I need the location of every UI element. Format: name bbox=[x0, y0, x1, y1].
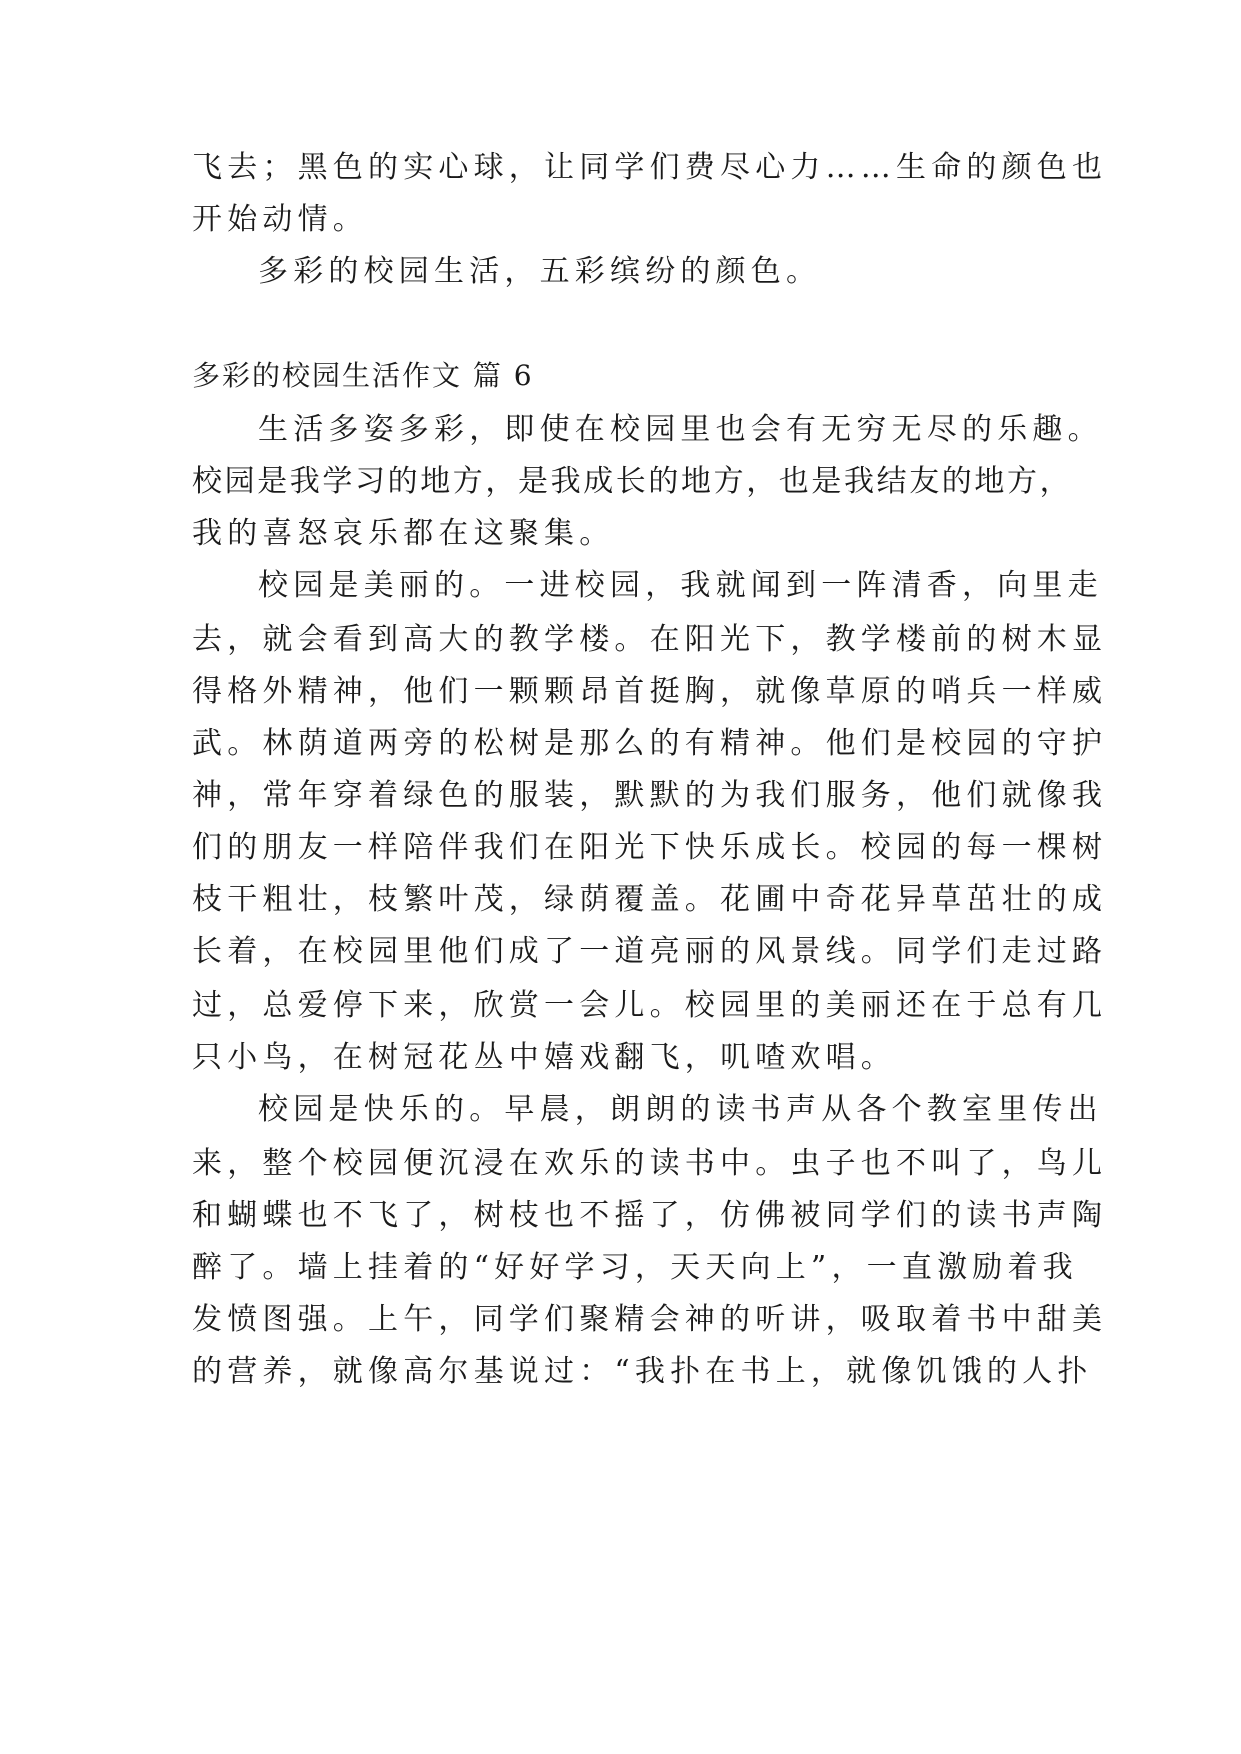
text-line: 开始动情。 bbox=[192, 202, 368, 237]
text-line: 枝干粗壮，枝繁叶茂，绿荫覆盖。花圃中奇花异草茁壮的成 bbox=[192, 882, 1108, 917]
text-line: 武。林荫道两旁的松树是那么的有精神。他们是校园的守护 bbox=[192, 726, 1108, 761]
text-line: 们的朋友一样陪伴我们在阳光下快乐成长。校园的每一棵树 bbox=[192, 830, 1108, 865]
text-line: 我的喜怒哀乐都在这聚集。 bbox=[192, 516, 615, 551]
text-line: 只小鸟，在树冠花丛中嬉戏翻飞，叽喳欢唱。 bbox=[192, 1040, 896, 1075]
text-line: 来，整个校园便沉浸在欢乐的读书中。虫子也不叫了，鸟儿 bbox=[192, 1146, 1108, 1181]
text-line: 校园是美丽的。一进校园，我就闻到一阵清香，向里走 bbox=[258, 568, 1103, 603]
text-line: 长着，在校园里他们成了一道亮丽的风景线。同学们走过路 bbox=[192, 934, 1108, 969]
text-line: 的营养，就像高尔基说过：“我扑在书上，就像饥饿的人扑 bbox=[192, 1354, 1093, 1389]
text-line: 多彩的校园生活，五彩缤纷的颜色。 bbox=[258, 254, 822, 289]
text-line: 和蝴蝶也不飞了，树枝也不摇了，仿佛被同学们的读书声陶 bbox=[192, 1198, 1108, 1233]
text-line: 校园是快乐的。早晨，朗朗的读书声从各个教室里传出 bbox=[258, 1092, 1103, 1127]
section-heading: 多彩的校园生活作文 篇 6 bbox=[192, 359, 534, 392]
text-line: 校园是我学习的地方，是我成长的地方，也是我结友的地方， bbox=[192, 464, 1073, 499]
text-line: 得格外精神，他们一颗颗昂首挺胸，就像草原的哨兵一样威 bbox=[192, 674, 1108, 709]
text-line: 发愤图强。上午，同学们聚精会神的听讲，吸取着书中甜美 bbox=[192, 1302, 1108, 1337]
text-line: 神，常年穿着绿色的服装，默默的为我们服务，他们就像我 bbox=[192, 778, 1108, 813]
text-line: 生活多姿多彩，即使在校园里也会有无穷无尽的乐趣。 bbox=[258, 412, 1103, 447]
text-line: 去，就会看到高大的教学楼。在阳光下，教学楼前的树木显 bbox=[192, 622, 1108, 657]
text-line: 醉了。墙上挂着的“好好学习，天天向上”，一直激励着我 bbox=[192, 1250, 1078, 1285]
text-line: 飞去；黑色的实心球，让同学们费尽心力……生命的颜色也 bbox=[192, 150, 1108, 185]
text-line: 过，总爱停下来，欣赏一会儿。校园里的美丽还在于总有几 bbox=[192, 988, 1108, 1023]
